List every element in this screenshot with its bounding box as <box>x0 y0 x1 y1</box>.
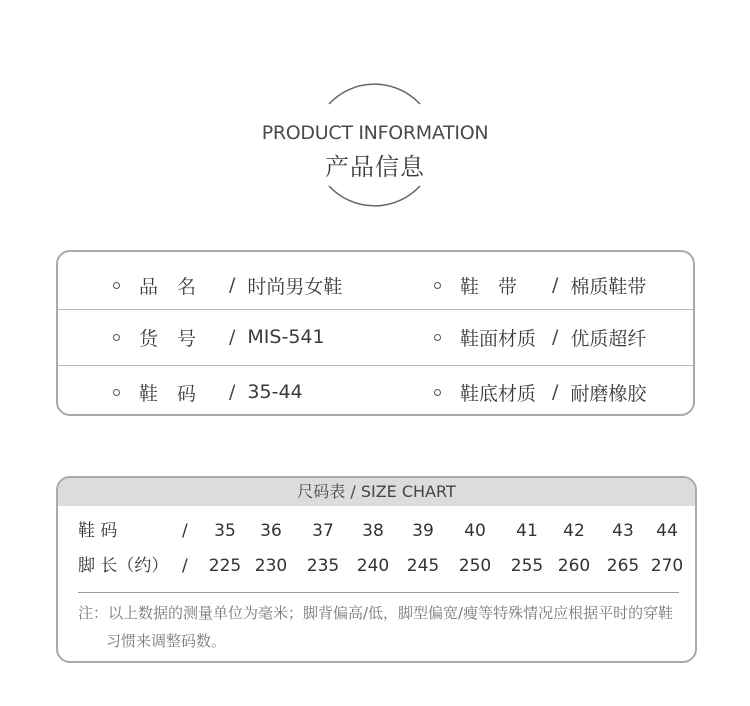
length-value: 265 <box>606 556 640 576</box>
separator: / <box>552 274 559 296</box>
length-value: 250 <box>458 556 492 576</box>
size-value: 44 <box>656 521 678 541</box>
circle-bullet-icon <box>434 282 441 289</box>
product-info-header <box>0 0 750 230</box>
info-item-upper-material <box>434 310 646 364</box>
length-value: 270 <box>650 556 684 576</box>
info-row <box>58 310 693 364</box>
chart-divider <box>78 592 679 593</box>
info-value: 35-44 <box>247 381 303 403</box>
size-value: 39 <box>412 521 434 541</box>
separator: / <box>229 274 236 296</box>
info-row <box>58 258 693 312</box>
note-line: 习惯来调整码数。 <box>106 632 227 650</box>
info-value: 时尚男女鞋 <box>247 275 343 298</box>
size-row-label: 脚 长（约） <box>78 556 169 576</box>
size-row-foot-length <box>58 551 695 581</box>
length-value: 260 <box>557 556 591 576</box>
info-value: 耐磨橡胶 <box>570 382 647 405</box>
info-item-name <box>113 258 342 312</box>
info-label: 鞋面材质 <box>460 327 537 350</box>
length-value: 230 <box>254 556 288 576</box>
length-value: 225 <box>208 556 242 576</box>
info-value: 优质超纤 <box>570 327 647 350</box>
info-label: 货 号 <box>139 327 197 350</box>
info-label: 品 名 <box>139 275 197 298</box>
circle-bullet-icon <box>113 334 120 341</box>
info-item-size <box>113 365 303 416</box>
info-label: 鞋 码 <box>139 382 197 405</box>
size-value: 40 <box>464 521 486 541</box>
length-value: 240 <box>356 556 390 576</box>
title-chinese: 产品信息 <box>325 153 425 181</box>
size-value: 43 <box>612 521 634 541</box>
info-value: 棉质鞋带 <box>570 275 647 298</box>
size-row-label: 鞋 码 <box>78 521 118 541</box>
info-item-model <box>113 310 325 364</box>
size-chart <box>56 476 697 663</box>
info-label: 鞋 带 <box>460 275 518 298</box>
separator: / <box>182 556 188 576</box>
title-english: PRODUCT INFORMATION <box>261 122 489 144</box>
info-value: MIS-541 <box>247 326 325 348</box>
info-row <box>58 365 693 416</box>
length-value: 245 <box>406 556 440 576</box>
size-value: 38 <box>362 521 384 541</box>
size-value: 37 <box>312 521 334 541</box>
info-item-sole-material <box>434 365 646 416</box>
separator: / <box>552 326 559 348</box>
separator: / <box>229 326 236 348</box>
length-value: 255 <box>510 556 544 576</box>
size-chart-title: 尺码表 / SIZE CHART <box>58 478 695 506</box>
circle-bullet-icon <box>434 389 441 396</box>
size-value: 41 <box>516 521 538 541</box>
size-note <box>78 599 688 655</box>
size-value: 35 <box>214 521 236 541</box>
circle-bullet-icon <box>113 389 120 396</box>
note-line: 注：以上数据的测量单位为毫米；脚背偏高/低，脚型偏宽/瘦等特殊情况应根据平时的穿鞋 <box>78 604 674 622</box>
product-info-table <box>56 250 695 416</box>
separator: / <box>552 381 559 403</box>
arc-decoration <box>0 0 750 230</box>
length-value: 235 <box>306 556 340 576</box>
separator: / <box>182 521 188 541</box>
info-label: 鞋底材质 <box>460 382 537 405</box>
circle-bullet-icon <box>113 282 120 289</box>
size-row-shoe-size <box>58 516 695 546</box>
info-item-laces <box>434 258 646 312</box>
size-value: 36 <box>260 521 282 541</box>
separator: / <box>229 381 236 403</box>
circle-bullet-icon <box>434 334 441 341</box>
size-value: 42 <box>563 521 585 541</box>
